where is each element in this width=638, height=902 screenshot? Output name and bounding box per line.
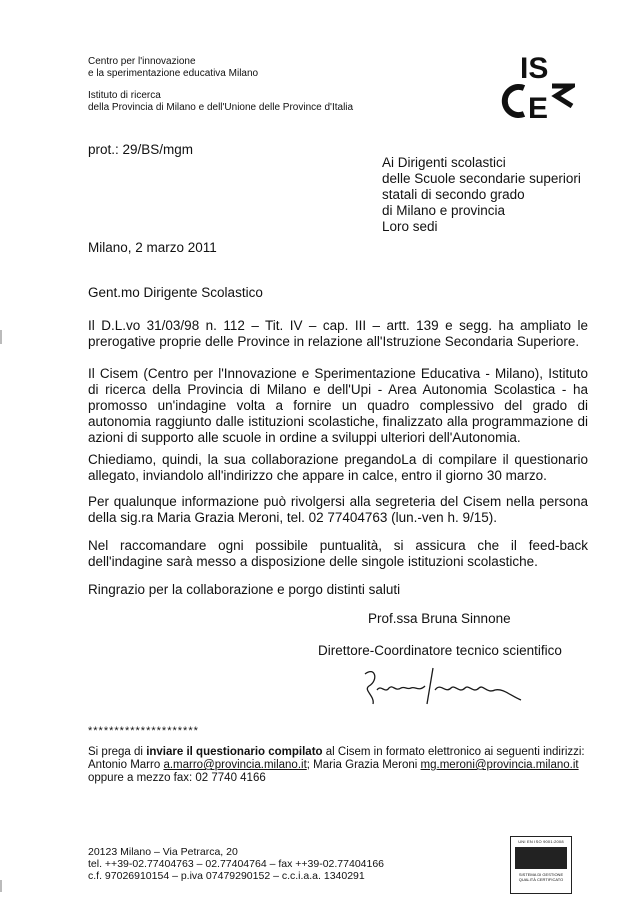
contact-name-1: Antonio Marro [88,759,164,771]
paragraph-punctuality: Nel raccomandare ogni possibile puntualità, si assicura che il feed-back dell'indagine sarà messo a disposizione delle singole istituzioni scolastiche. [88,538,588,569]
separator-stars: ********************* [88,725,199,737]
svg-text:IS: IS [520,52,549,85]
institute-line-2: della Provincia di Milano e dell'Unione delle Province d'Italia [88,102,354,113]
note-fax-line: oppure a mezzo fax: 02 7740 4166 [88,772,266,784]
svg-text:E: E [528,92,549,122]
cisem-logo [500,52,575,122]
email-link-meroni[interactable]: mg.meroni@provincia.milano.it [420,759,579,771]
protocol-number: prot.: 29/BS/mgm [88,142,194,157]
paragraph-request: Chiediamo, quindi, la sua collaborazione pregandoLa di compilare il questionario allegato, inviandolo all'indirizzo che appare in calce, entro il giorno 30 marzo. [88,452,588,483]
paragraph-cisem: Il Cisem (Centro per l'Innovazione e Sperimentazione Educativa - Milano), Istituto di ricerca della Provincia di Milano e dell'Upi - Area Autonomia Scolastica - ha promosso un'indagine volta a fornire un quadro complessivo del grado di autonomia raggiunto dalle istituzioni scolastiche, finalizzato alla programmazione di azioni di supporto alle scuole in ordine a sviluppi ulteriori dell'Autonomia. [88,366,588,445]
org-line-1: Centro per l'innovazione [88,56,196,67]
footer-line-3: c.f. 97026910154 – p.iva 07479290152 – c.c.i.a.a. 1340291 [88,870,365,882]
footer-line-2: tel. ++39-02.77404763 – 02.77404764 – fax ++39-02.77404166 [88,858,385,870]
cert-bottom-line-1: SISTEMA DI GESTIONE [518,872,564,877]
recipient-line: statali di secondo grado [382,187,525,202]
paragraph-closing: Ringrazio per la collaborazione e porgo distinti saluti [88,582,401,597]
org-header [88,56,258,80]
recipient-line: Ai Dirigenti scolastici [382,155,506,170]
recipient-line: delle Scuole secondarie superiori [382,171,581,186]
signer-role: Direttore-Coordinatore tecnico scientifico [318,643,562,658]
org-line-2: e la sperimentazione educativa Milano [88,68,259,79]
footer-address [88,846,384,882]
recipients-block [382,155,581,235]
certiquality-mark-icon [515,847,567,869]
cert-bottom-label [511,872,571,882]
scan-edge-mark [0,330,2,344]
cert-top-label: UNI EN ISO 9001:2008 [518,839,564,844]
recipient-line: di Milano e provincia [382,203,506,218]
paragraph-contact: Per qualunque informazione può rivolgersi alla segreteria del Cisem nella persona della sig.ra Maria Grazia Meroni, tel. 02 77404763 (lun.-ven h. 9/15). [88,494,588,525]
paragraph-legal: Il D.L.vo 31/03/98 n. 112 – Tit. IV – cap. III – artt. 139 e segg. ha ampliato le prerogative proprie delle Province in relazione all'Istruzione Secondaria Superiore. [88,318,588,349]
letter-date: Milano, 2 marzo 2011 [88,240,217,255]
cert-bottom-line-2: QUALITÀ CERTIFICATO [518,877,564,882]
greeting: Gent.mo Dirigente Scolastico [88,285,263,300]
scan-edge-mark [0,880,2,892]
institute-line-1: Istituto di ricerca [88,90,161,101]
note-prefix: Si prega di [88,746,147,758]
note-bold: inviare il questionario compilato [146,746,323,758]
recipient-line: Loro sedi [382,219,438,234]
submission-note [88,746,608,785]
note-line-2 [88,759,608,772]
email-link-marro[interactable]: a.marro@provincia.milano.it [163,759,307,771]
signer-name: Prof.ssa Bruna Sinnone [368,611,511,626]
contact-separator: ; Maria Grazia Meroni [306,759,421,771]
iso-certification-badge [510,836,572,894]
note-line-1 [88,746,608,759]
institute-header [88,90,353,114]
handwritten-signature [345,660,525,712]
note-after-bold: al Cisem in formato elettronico ai seguenti indirizzi: [322,746,585,758]
footer-line-1: 20123 Milano – Via Petrarca, 20 [88,846,238,858]
